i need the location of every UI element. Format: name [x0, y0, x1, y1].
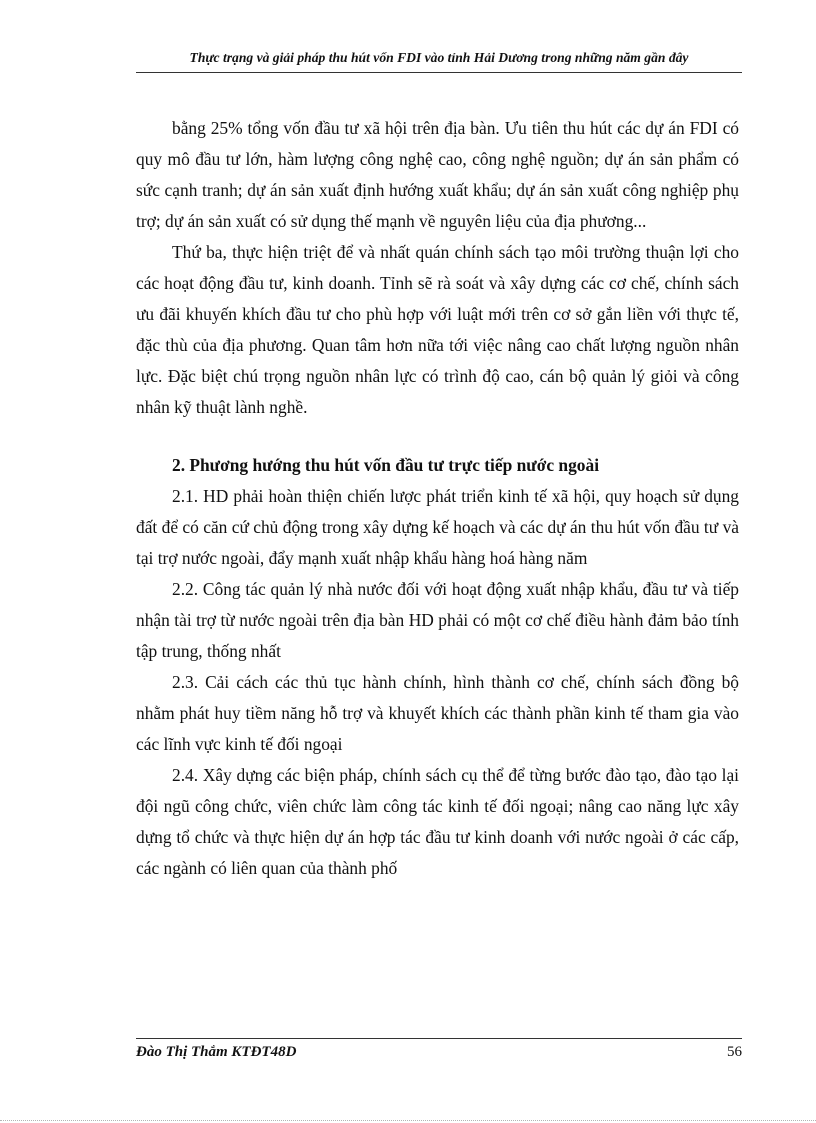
page-bottom-border	[0, 1120, 816, 1121]
paragraph-2-1: 2.1. HD phải hoàn thiện chiến lược phát triển kinh tế xã hội, quy hoạch sử dụng đất để có căn cứ chủ động trong xây dựng kế hoạch và các dự án thu hút vốn đầu tư và tại trợ nước ngoài, đẩy mạnh xuất nhập khẩu hàng hoá hàng năm	[136, 486, 739, 568]
page-header	[136, 46, 742, 73]
section-heading: 2. Phương hướng thu hút vốn đầu tư trực tiếp nước ngoài	[172, 455, 600, 475]
footer-author: Đào Thị Thắm KTĐT48D	[136, 1044, 297, 1060]
page-number: 56	[727, 1044, 742, 1060]
paragraph-2-3: 2.3. Cải cách các thủ tục hành chính, hình thành cơ chế, chính sách đồng bộ nhằm phát huy tiềm năng hỗ trợ và khuyết khích các thành phần kinh tế tham gia vào các lĩnh vực kinh tế đối ngoại	[136, 672, 739, 754]
document-body	[136, 113, 739, 884]
paragraph-2-2: 2.2. Công tác quản lý nhà nước đối với hoạt động xuất nhập khẩu, đầu tư và tiếp nhận tài trợ từ nước ngoài trên địa bàn HD phải có một cơ chế điều hành đảm bảo tính tập trung, thống nhất	[136, 579, 739, 661]
paragraph-1: bằng 25% tổng vốn đầu tư xã hội trên địa bàn. Ưu tiên thu hút các dự án FDI có quy mô đầu tư lớn, hàm lượng công nghệ cao, công nghệ nguồn; dự án sản phẩm có sức cạnh tranh; dự án sản xuất định hướng xuất khẩu; dự án sản xuất công nghiệp phụ trợ; dự án sản xuất có sử dụng thế mạnh về nguyên liệu của địa phương...	[136, 118, 739, 231]
header-title: Thực trạng và giải pháp thu hút vốn FDI vào tỉnh Hải Dương trong những năm gần đây	[189, 50, 689, 65]
paragraph-2: Thứ ba, thực hiện triệt để và nhất quán chính sách tạo môi trường thuận lợi cho các hoạt động đầu tư, kinh doanh. Tỉnh sẽ rà soát và xây dựng các cơ chế, chính sách ưu đãi khuyến khích đầu tư cho phù hợp với luật mới trên cơ sở gắn liền với thực tế, đặc thù của địa phương. Quan tâm hơn nữa tới việc nâng cao chất lượng nguồn nhân lực. Đặc biệt chú trọng nguồn nhân lực có trình độ cao, cán bộ quản lý giỏi và công nhân kỹ thuật lành nghề.	[136, 242, 739, 417]
paragraph-2-4: 2.4. Xây dựng các biện pháp, chính sách cụ thể để từng bước đào tạo, đào tạo lại đội ngũ công chức, viên chức làm công tác kinh tế đối ngoại; nâng cao năng lực xây dựng tổ chức và thực hiện dự án hợp tác đầu tư kinh doanh với nước ngoài ở các cấp, các ngành có liên quan của thành phố	[136, 765, 739, 878]
footer-divider	[136, 1038, 742, 1039]
